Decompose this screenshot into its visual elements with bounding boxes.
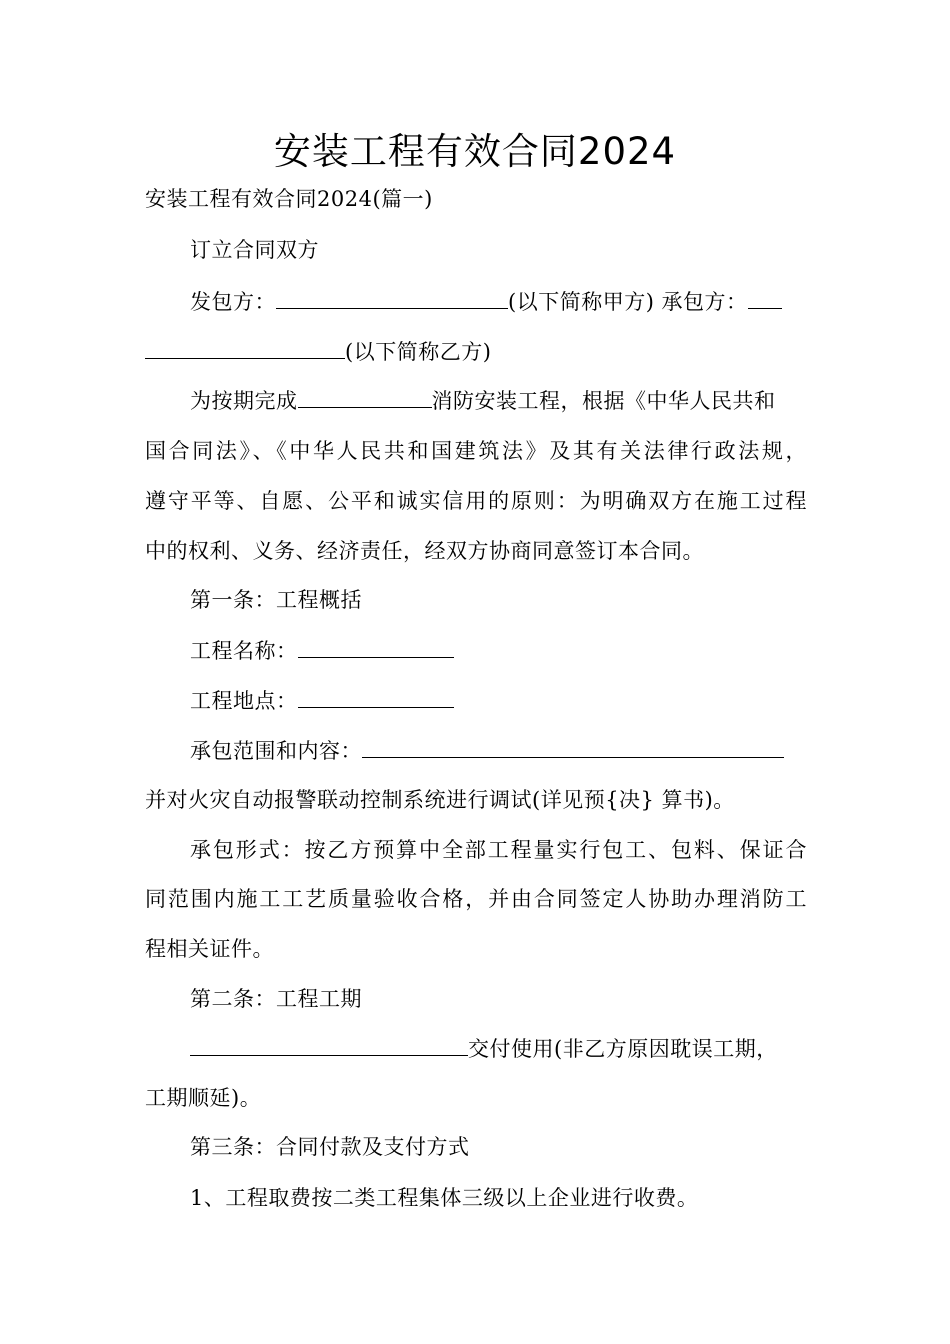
article-2-heading: 第二条：工程工期 — [190, 987, 362, 1011]
form-line-3: 程相关证件。 — [145, 937, 274, 961]
project-blank — [298, 385, 432, 408]
intro-text-b: 消防安装工程，根据《中华人民共和 — [431, 389, 776, 413]
document-subtitle: 安装工程有效合同2024(篇一) — [145, 187, 433, 211]
project-name-line — [190, 635, 807, 666]
scope-line-1 — [190, 735, 807, 766]
period-line-1 — [190, 1033, 807, 1064]
document-title: 安装工程有效合同2024 — [273, 130, 677, 173]
project-location-blank — [298, 685, 454, 708]
party-a-line — [190, 286, 807, 317]
article-1-heading: 第一条：工程概括 — [190, 588, 362, 612]
party-b-blank-start — [748, 286, 782, 309]
scope-label: 承包范围和内容： — [190, 739, 362, 763]
project-location-label: 工程地点： — [190, 689, 298, 713]
form-line-2: 同范围内施工工艺质量验收合格，并由合同签定人协助办理消防工 — [145, 887, 807, 911]
party-a-suffix: (以下简称甲方) 承包方： — [508, 290, 748, 314]
article-3-heading: 第三条：合同付款及支付方式 — [190, 1135, 470, 1159]
party-b-line — [145, 336, 807, 367]
intro-line-2: 国合同法》、《中华人民共和国建筑法》及其有关法律行政法规， — [145, 439, 807, 463]
period-line-2: 工期顺延)。 — [145, 1086, 262, 1110]
payment-item-1: 1、工程取费按二类工程集体三级以上企业进行收费。 — [190, 1186, 699, 1210]
project-name-blank — [298, 635, 454, 658]
party-b-blank — [145, 336, 345, 359]
scope-blank — [362, 735, 784, 758]
period-suffix: 交付使用(非乙方原因耽误工期， — [468, 1037, 778, 1061]
intro-text-a: 为按期完成 — [190, 389, 298, 413]
party-a-label: 发包方： — [190, 290, 276, 314]
intro-line-3: 遵守平等、自愿、公平和诚实信用的原则：为明确双方在施工过程 — [145, 489, 807, 513]
parties-heading: 订立合同双方 — [190, 238, 319, 262]
scope-line-2: 并对火灾自动报警联动控制系统进行调试(详见预{决} 算书)。 — [145, 788, 735, 812]
project-name-label: 工程名称： — [190, 639, 298, 663]
party-a-blank — [276, 286, 508, 309]
intro-line-4: 中的权利、义务、经济责任，经双方协商同意签订本合同。 — [145, 539, 704, 563]
party-b-suffix: (以下简称乙方) — [345, 340, 492, 364]
form-line-1: 承包形式：按乙方预算中全部工程量实行包工、包料、保证合 — [190, 838, 807, 862]
period-blank — [190, 1033, 468, 1056]
intro-line-1 — [190, 385, 807, 416]
project-location-line — [190, 685, 807, 716]
